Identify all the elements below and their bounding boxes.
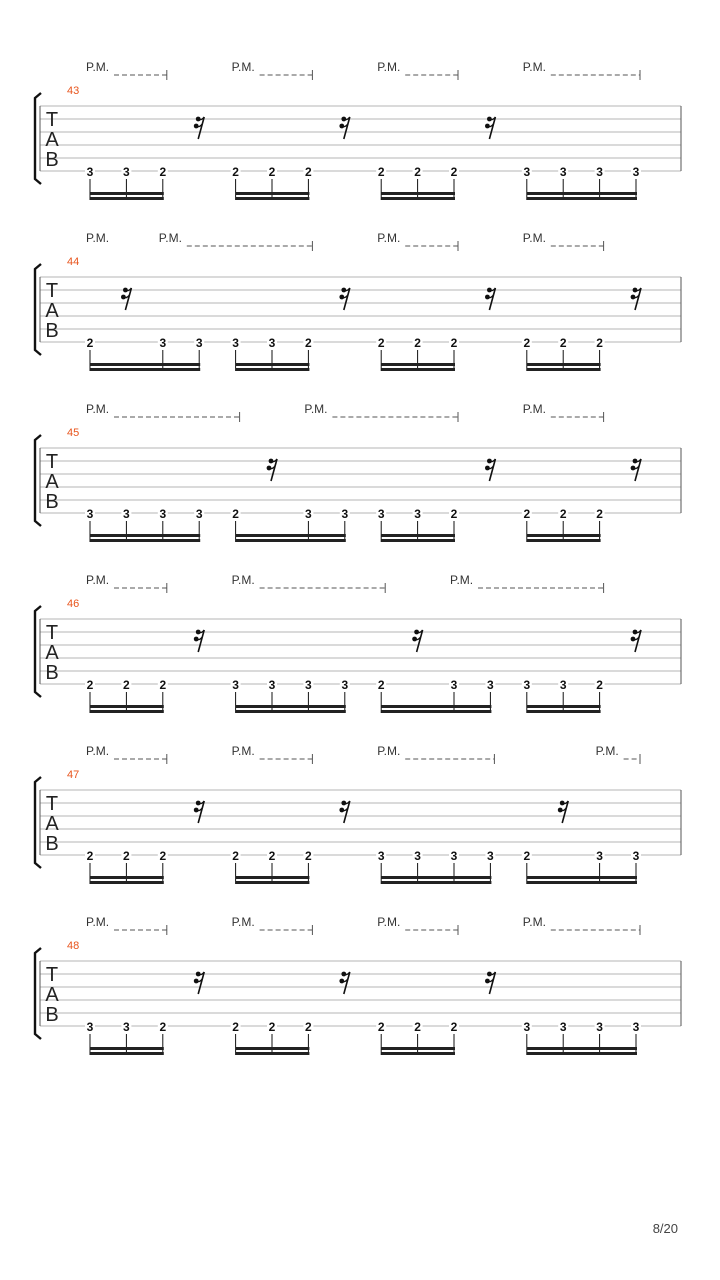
palm-mute-label: P.M. (304, 402, 328, 416)
fret-number: 3 (195, 336, 203, 350)
palm-mute-label: P.M. (86, 573, 110, 587)
palm-mute-label: P.M. (231, 573, 255, 587)
fret-number: 2 (305, 336, 312, 350)
beam (90, 534, 200, 537)
sixteenth-rest (485, 459, 495, 481)
tab-clef-a: A (45, 471, 59, 493)
fret-number: 2 (414, 165, 421, 179)
sixteenth-rest (339, 288, 349, 310)
palm-mute-label: P.M. (522, 915, 546, 929)
fret-number: 3 (123, 507, 130, 521)
beam (90, 368, 200, 371)
fret-number: 3 (86, 165, 94, 179)
palm-mute-label: P.M. (158, 231, 182, 245)
fret-number: 2 (159, 678, 167, 692)
palm-mute-label: P.M. (86, 744, 110, 758)
fret-number: 3 (559, 678, 567, 692)
beam (381, 534, 455, 537)
beam (90, 705, 164, 708)
beam (527, 192, 637, 195)
measure-number: 45 (67, 427, 80, 439)
beam (236, 539, 346, 542)
fret-number: 2 (305, 849, 312, 863)
fret-number: 2 (523, 336, 531, 350)
fret-number: 2 (377, 678, 385, 692)
beam (527, 1047, 637, 1050)
tab-clef-a: A (45, 813, 59, 835)
fret-number: 2 (377, 165, 385, 179)
fret-number: 2 (232, 507, 239, 521)
sixteenth-rest (631, 459, 641, 481)
beam (90, 881, 164, 884)
fret-number: 2 (377, 1020, 385, 1034)
beam (527, 876, 637, 879)
beam (527, 534, 601, 537)
fret-number: 2 (86, 849, 94, 863)
sixteenth-rest (558, 801, 568, 823)
fret-number: 2 (232, 1020, 239, 1034)
fret-number: 3 (377, 507, 385, 521)
beam (527, 197, 637, 200)
sixteenth-rest (339, 801, 349, 823)
fret-number: 2 (559, 336, 567, 350)
fret-number: 3 (123, 1020, 130, 1034)
sixteenth-rest (485, 288, 495, 310)
fret-number: 2 (123, 678, 130, 692)
tab-clef-t: T (45, 964, 59, 986)
palm-mute-label: P.M. (450, 573, 474, 587)
beam (527, 1052, 637, 1055)
fret-number: 2 (414, 336, 421, 350)
palm-mute-label: P.M. (231, 744, 255, 758)
measure-number: 43 (67, 85, 80, 97)
fret-number: 3 (632, 849, 640, 863)
palm-mute-label: P.M. (86, 402, 110, 416)
sixteenth-rest (194, 117, 204, 139)
beam (381, 1052, 455, 1055)
fret-number: 2 (596, 507, 603, 521)
palm-mute-label: P.M. (377, 744, 401, 758)
fret-number: 2 (232, 849, 239, 863)
fret-number: 3 (341, 678, 349, 692)
fret-number: 3 (268, 678, 276, 692)
fret-number: 3 (487, 849, 494, 863)
palm-mute-label: P.M. (377, 915, 401, 929)
fret-number: 2 (159, 1020, 167, 1034)
palm-mute-label: P.M. (86, 60, 110, 74)
fret-number: 3 (268, 336, 276, 350)
palm-mute-label: P.M. (86, 231, 110, 245)
fret-number: 2 (559, 507, 567, 521)
beam (381, 368, 455, 371)
sixteenth-rest (412, 630, 422, 652)
beam (90, 192, 164, 195)
beam (381, 876, 491, 879)
fret-number: 2 (523, 507, 531, 521)
palm-mute-label: P.M. (522, 231, 546, 245)
sixteenth-rest (267, 459, 277, 481)
fret-number: 2 (450, 165, 458, 179)
fret-number: 3 (377, 849, 385, 863)
tab-clef-t: T (45, 622, 59, 644)
fret-number: 2 (523, 849, 531, 863)
fret-number: 2 (450, 336, 458, 350)
fret-number: 3 (232, 678, 239, 692)
fret-number: 3 (559, 165, 567, 179)
fret-number: 2 (377, 336, 385, 350)
fret-number: 2 (414, 1020, 421, 1034)
palm-mute-label: P.M. (231, 915, 255, 929)
fret-number: 3 (632, 165, 640, 179)
beam (381, 705, 491, 708)
tab-clef-b: B (45, 491, 59, 513)
fret-number: 2 (268, 1020, 276, 1034)
sixteenth-rest (485, 972, 495, 994)
beam (90, 1052, 164, 1055)
sixteenth-rest (339, 117, 349, 139)
beam (90, 197, 164, 200)
fret-number: 3 (559, 1020, 567, 1034)
measure-number: 48 (67, 940, 80, 952)
fret-number: 2 (305, 165, 312, 179)
beam (236, 876, 310, 879)
palm-mute-label: P.M. (522, 60, 546, 74)
fret-number: 2 (305, 1020, 312, 1034)
beam (90, 363, 200, 366)
tab-clef-a: A (45, 300, 59, 322)
measure-number: 47 (67, 769, 80, 781)
fret-number: 2 (268, 849, 276, 863)
fret-number: 2 (123, 849, 130, 863)
beam (236, 192, 310, 195)
tab-clef-t: T (45, 793, 59, 815)
sixteenth-rest (121, 288, 131, 310)
beam (90, 1047, 164, 1050)
palm-mute-label: P.M. (231, 60, 255, 74)
beam (381, 197, 455, 200)
sixteenth-rest (631, 630, 641, 652)
fret-number: 3 (195, 507, 203, 521)
palm-mute-label: P.M. (595, 744, 619, 758)
beam (381, 1047, 455, 1050)
beam (527, 705, 601, 708)
page-number: 8/20 (652, 1221, 678, 1236)
palm-mute-label: P.M. (522, 402, 546, 416)
tab-clef-t: T (45, 451, 59, 473)
fret-number: 2 (450, 1020, 458, 1034)
sixteenth-rest (194, 972, 204, 994)
fret-number: 2 (596, 336, 603, 350)
fret-number: 3 (159, 507, 167, 521)
fret-number: 3 (414, 507, 421, 521)
palm-mute-label: P.M. (377, 60, 401, 74)
fret-number: 2 (86, 678, 94, 692)
beam (381, 539, 455, 542)
beam (527, 881, 637, 884)
fret-number: 3 (341, 507, 349, 521)
beam (236, 197, 310, 200)
beam (236, 1052, 310, 1055)
fret-number: 3 (632, 1020, 640, 1034)
fret-number: 2 (268, 165, 276, 179)
measure-number: 44 (67, 256, 80, 268)
fret-number: 3 (305, 678, 312, 692)
beam (527, 363, 601, 366)
fret-number: 2 (450, 507, 458, 521)
beam (381, 363, 455, 366)
fret-number: 3 (596, 849, 603, 863)
fret-number: 3 (523, 165, 531, 179)
tab-clef-t: T (45, 280, 59, 302)
fret-number: 3 (487, 678, 494, 692)
fret-number: 3 (596, 165, 603, 179)
beam (90, 539, 200, 542)
fret-number: 3 (450, 678, 458, 692)
beam (381, 710, 491, 713)
sixteenth-rest (339, 972, 349, 994)
sixteenth-rest (485, 117, 495, 139)
beam (236, 705, 346, 708)
tab-clef-b: B (45, 320, 59, 342)
tab-clef-a: A (45, 642, 59, 664)
fret-number: 2 (159, 165, 167, 179)
beam (236, 363, 310, 366)
fret-number: 3 (305, 507, 312, 521)
fret-number: 2 (86, 336, 94, 350)
beam (236, 534, 346, 537)
beam (236, 368, 310, 371)
fret-number: 3 (123, 165, 130, 179)
beam (527, 710, 601, 713)
tab-clef-b: B (45, 833, 59, 855)
fret-number: 3 (86, 1020, 94, 1034)
tab-clef-b: B (45, 149, 59, 171)
beam (236, 881, 310, 884)
fret-number: 3 (159, 336, 167, 350)
tab-clef-a: A (45, 984, 59, 1006)
palm-mute-label: P.M. (86, 915, 110, 929)
fret-number: 3 (523, 1020, 531, 1034)
beam (90, 710, 164, 713)
fret-number: 3 (414, 849, 421, 863)
fret-number: 3 (450, 849, 458, 863)
tab-clef-b: B (45, 662, 59, 684)
fret-number: 3 (232, 336, 239, 350)
beam (381, 881, 491, 884)
fret-number: 2 (596, 678, 603, 692)
beam (527, 368, 601, 371)
sixteenth-rest (194, 630, 204, 652)
fret-number: 3 (596, 1020, 603, 1034)
fret-number: 2 (232, 165, 239, 179)
beam (90, 876, 164, 879)
tab-clef-a: A (45, 129, 59, 151)
fret-number: 3 (86, 507, 94, 521)
beam (381, 192, 455, 195)
sixteenth-rest (631, 288, 641, 310)
tab-clef-b: B (45, 1004, 59, 1026)
fret-number: 2 (159, 849, 167, 863)
beam (527, 539, 601, 542)
tab-clef-t: T (45, 109, 59, 131)
palm-mute-label: P.M. (377, 231, 401, 245)
fret-number: 3 (523, 678, 531, 692)
measure-number: 46 (67, 598, 80, 610)
beam (236, 710, 346, 713)
sixteenth-rest (194, 801, 204, 823)
beam (236, 1047, 310, 1050)
